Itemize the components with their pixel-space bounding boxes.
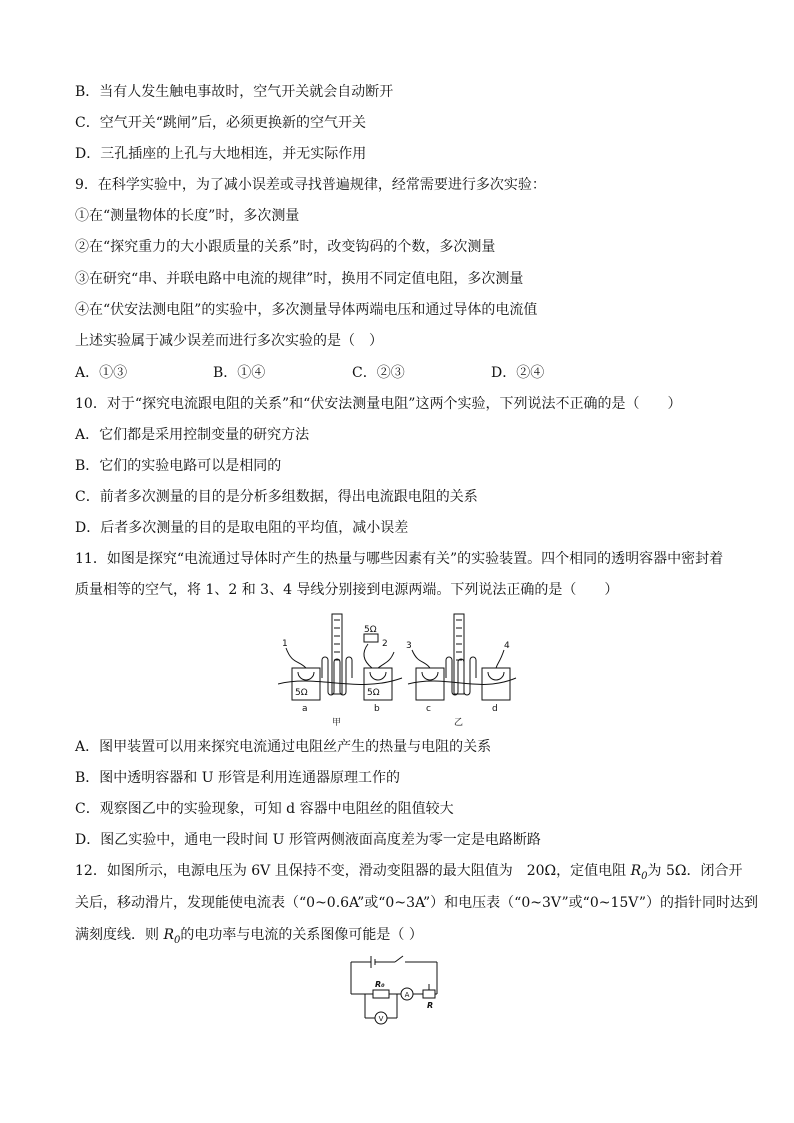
- q12-stem-line3-b: 的电功率与电流的关系图像可能是（ ）: [180, 927, 423, 943]
- q9-item-1: ①在“测量物体的长度”时，多次测量: [75, 208, 300, 224]
- resistor-label-top: 5Ω: [364, 625, 377, 635]
- label-r: R: [427, 1001, 434, 1010]
- q9-item-2: ②在“探究重力的大小跟质量的关系”时，改变钩码的个数，多次测量: [75, 239, 496, 255]
- label-ammeter: A: [404, 991, 410, 999]
- q11-stem-line1: 11．如图是探究“电流通过导体时产生的热量与哪些因素有关”的实验装置。四个相同的透明容器中密封着: [75, 551, 724, 567]
- label-voltmeter: V: [378, 1015, 384, 1023]
- q10-option-b: B．它们的实验电路可以是相同的: [75, 458, 282, 474]
- q10-stem: 10．对于“探究电流跟电阻的关系”和“伏安法测量电阻”这两个实验，下列说法不正确的是（ ）: [75, 396, 682, 412]
- resistor-r0: [373, 990, 389, 998]
- q12-stem-line1-a: 12．如图所示，电源电压为 6V 且保持不变，滑动变阻器的最大阻值为 20Ω，定值电阻: [75, 863, 631, 879]
- container-c: [416, 668, 444, 700]
- wire-label-4: 4: [504, 641, 510, 651]
- resistor-top: [364, 634, 378, 642]
- q10-option-c: C．前者多次测量的目的是分析多组数据，得出电流跟电阻的关系: [75, 489, 478, 505]
- wire-top-resistor: [364, 644, 372, 668]
- coil-b: [370, 672, 386, 680]
- q10-option-a: A．它们都是采用控制变量的研究方法: [75, 427, 310, 443]
- q8-option-c: C．空气开关“跳闸”后，必须更换新的空气开关: [75, 115, 367, 131]
- q11-option-d: D．图乙实验中，通电一段时间 U 形管两侧液面高度差为零一定是电路断路: [75, 832, 541, 848]
- q12-circuit-diagram: [345, 952, 445, 1028]
- container-label-d: d: [492, 704, 498, 714]
- container-label-b: b: [374, 704, 380, 714]
- wire-label-3: 3: [406, 641, 412, 651]
- coil-a: [298, 672, 314, 680]
- q12-stem-line1-b: 为 5Ω．闭合开: [647, 863, 743, 879]
- q8-option-b: B．当有人发生触电事故时，空气开关就会自动断开: [75, 84, 394, 100]
- rheostat-r: [423, 990, 435, 998]
- wire-label-1: 1: [282, 639, 288, 649]
- q9-option-c: C．②③: [352, 365, 405, 381]
- wire-label-2: 2: [382, 639, 388, 649]
- q12-stem-line1: [75, 861, 743, 887]
- q9-option-d: D．②④: [491, 365, 545, 381]
- container-label-a: a: [302, 704, 308, 714]
- container-label-c: c: [426, 704, 431, 714]
- q9-item-3: ③在研究“串、并联电路中电流的规律”时，换用不同定值电阻，多次测量: [75, 271, 524, 287]
- coil-c: [422, 672, 438, 680]
- q11-option-c: C．观察图乙中的实验现象，可知 d 容器中电阻丝的阻值较大: [75, 801, 454, 817]
- q9-option-a: A．①③: [75, 365, 128, 381]
- r0-symbol-2: $R_0$: [163, 927, 181, 946]
- q12-stem-line3: [75, 925, 423, 951]
- label-r0: R₀: [375, 980, 385, 989]
- q11-figure: [278, 612, 518, 728]
- wire-3: [412, 650, 430, 668]
- q9-stem: 9．在科学实验中，为了减小误差或寻找普遍规律，经常需要进行多次实验：: [75, 177, 546, 193]
- q11-option-b: B．图中透明容器和 U 形管是利用连通器原理工作的: [75, 770, 400, 786]
- r0-symbol: $R_0$: [630, 863, 648, 882]
- resistor-label-a: 5Ω: [295, 688, 308, 698]
- q8-option-d: D．三孔插座的上孔与大地相连，并无实际作用: [75, 146, 367, 162]
- caption-jia: 甲: [332, 718, 342, 728]
- q11-option-a: A．图甲装置可以用来探究电流通过电阻丝产生的热量与电阻的关系: [75, 739, 492, 755]
- coil-d: [488, 672, 504, 680]
- q12-stem-line3-a: 满刻度线．则: [75, 927, 164, 943]
- switch: [395, 956, 403, 962]
- q11-stem-line2: 质量相等的空气，将 1、2 和 3、4 导线分别接到电源两端。下列说法正确的是（ ）: [75, 582, 619, 598]
- wire-4: [496, 650, 504, 668]
- u-tube-yi: [446, 657, 476, 695]
- wire-1: [286, 648, 306, 668]
- q9-option-b: B．①④: [213, 365, 266, 381]
- q10-option-d: D．后者多次测量的目的是取电阻的平均值，减小误差: [75, 520, 409, 536]
- q9-item-4: ④在“伏安法测电阻”的实验中，多次测量导体两端电压和通过导体的电流值: [75, 302, 538, 318]
- u-tube-jia: [322, 657, 352, 695]
- caption-yi: 乙: [454, 718, 464, 728]
- q9-question: 上述实验属于减少误差而进行多次实验的是（ ）: [75, 333, 383, 349]
- wire-2: [378, 652, 394, 668]
- q12-stem-line2: 关后，移动滑片，发现能使电流表（“0~0.6A”或“0~3A”）和电压表（“0~3V”或“0~15V”）的指针同时达到: [75, 895, 759, 911]
- resistor-label-b: 5Ω: [367, 688, 380, 698]
